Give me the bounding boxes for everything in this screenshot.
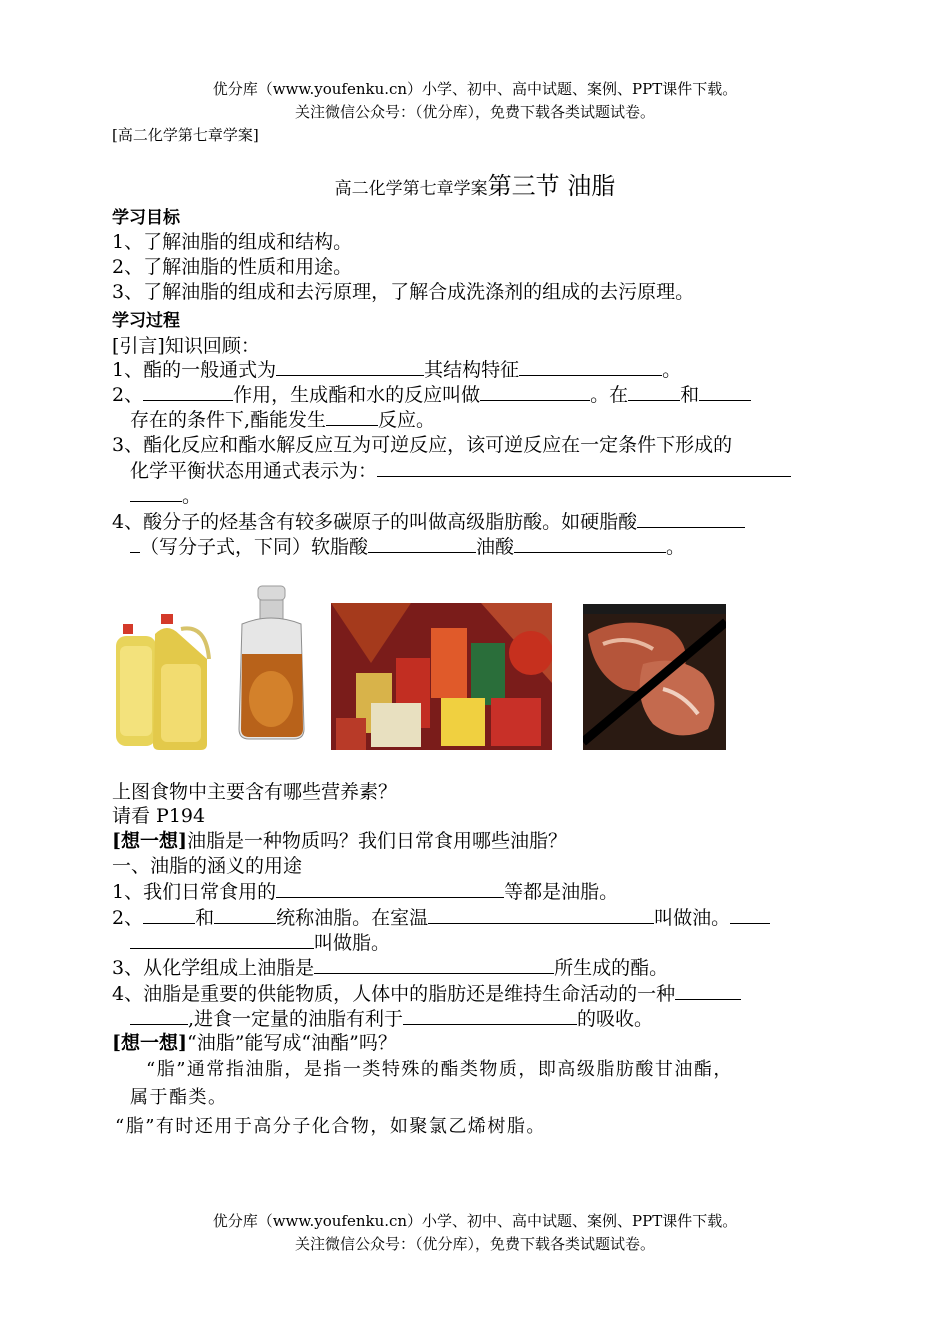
q1-blank-feature[interactable]: [519, 358, 662, 376]
q2-text-e: 存在的条件下,酯能发生: [130, 409, 327, 431]
q3-text-c: 。: [182, 485, 202, 507]
q4-text-c: 油酸: [476, 536, 515, 558]
question-3: 3、酯化反应和酯水解反应互为可逆反应，该可逆反应在一定条件下形成的: [112, 434, 733, 456]
oil-jar-photo: [234, 584, 309, 741]
question-1: [112, 355, 681, 382]
q2-text-d: 和: [680, 384, 700, 406]
p3-text-b: 所生成的酯。: [554, 957, 669, 979]
q4-text-d: 。: [666, 536, 686, 558]
question-3-cont: [130, 456, 791, 483]
process-heading: 学习过程: [112, 311, 180, 331]
q2-text-f: 反应。: [378, 409, 436, 431]
oil-bottles-photo: [111, 604, 214, 750]
q4-blank-oleic[interactable]: [514, 535, 666, 553]
bracket-title: [高二化学第七章学案]: [112, 126, 259, 144]
p2-blank-4[interactable]: [730, 906, 770, 924]
objective-2: 2、了解油脂的性质和用途。: [112, 256, 353, 278]
p1-blank[interactable]: [276, 880, 504, 898]
footer-line-2: 关注微信公众号：（优分库），免费下载各类试题试卷。: [294, 1235, 655, 1253]
objectives-heading: 学习目标: [112, 208, 180, 228]
note-1b: 属于酯类。: [130, 1087, 228, 1108]
question-4: [112, 507, 745, 534]
q4-blank-stearic-end[interactable]: [130, 535, 140, 553]
p2-blank-2[interactable]: [214, 906, 276, 924]
header-line-2: 关注微信公众号：（优分库），免费下载各类试题试卷。: [294, 103, 655, 121]
p2-text-b: 和: [195, 907, 215, 929]
think-1-text: 油脂是一种物质吗？我们日常食用哪些油脂？: [186, 830, 567, 852]
page-title-main: 第三节 油脂: [487, 172, 616, 200]
meat-crossed-photo: [583, 604, 726, 750]
q4-blank-stearic[interactable]: [637, 510, 745, 528]
think-1-tag: [想一想]: [112, 830, 187, 852]
section-heading-1: 一、油脂的涵义的用途: [112, 855, 303, 877]
q1-text-b: 其结构特征: [424, 359, 520, 381]
think-2: [112, 1028, 397, 1055]
q2-blank-5[interactable]: [326, 408, 378, 426]
canned-food-photo: [331, 603, 552, 750]
q1-text-a: 1、酯的一般通式为: [112, 359, 277, 381]
nutrient-question: 上图食物中主要含有哪些营养素？: [112, 781, 398, 803]
point-3: [112, 953, 668, 980]
objective-3: 3、了解油脂的组成和去污原理，了解合成洗涤剂的组成的去污原理。: [112, 281, 695, 303]
p4-blank-1[interactable]: [675, 982, 741, 1000]
point-1: [112, 877, 618, 904]
p4-text-a: 4、油脂是重要的供能物质，人体中的脂肪还是维持生命活动的一种: [112, 983, 676, 1005]
q2-text-c: 。在: [590, 384, 629, 406]
p2-blank-1[interactable]: [143, 906, 195, 924]
q2-blank-3[interactable]: [628, 383, 680, 401]
point-4-cont: [130, 1004, 653, 1031]
q3-blank-2[interactable]: [130, 484, 182, 502]
p2-text-e: 叫做脂。: [314, 932, 391, 954]
q3-text-b: 化学平衡状态用通式表示为：: [130, 460, 378, 482]
question-3-cont2: [130, 481, 201, 508]
think-1: [112, 826, 567, 853]
q2-blank-4[interactable]: [699, 383, 751, 401]
q1-text-c: 。: [662, 359, 682, 381]
q2-blank-2[interactable]: [480, 383, 590, 401]
q4-text-b: （写分子式，下同）软脂酸: [140, 536, 369, 558]
question-2-cont: [130, 405, 435, 432]
point-2-cont: [130, 928, 390, 955]
q3-blank-1[interactable]: [377, 459, 791, 477]
q4-blank-palmitic[interactable]: [368, 535, 476, 553]
p2-blank-3[interactable]: [428, 906, 654, 924]
point-4: [112, 979, 741, 1006]
p4-text-b: ,进食一定量的油脂有利于: [188, 1008, 404, 1030]
p2-text-c: 统称油脂。在室温: [276, 907, 429, 929]
p3-text-a: 3、从化学组成上油脂是: [112, 957, 315, 979]
p2-text-a: 2、: [112, 907, 144, 929]
p1-text-b: 等都是油脂。: [504, 881, 619, 903]
objective-1: 1、了解油脂的组成和结构。: [112, 231, 353, 253]
p4-blank-2[interactable]: [403, 1007, 577, 1025]
q2-text-a: 2、: [112, 384, 144, 406]
page-title-prefix: 高二化学第七章学案: [334, 179, 488, 199]
question-2: [112, 380, 751, 407]
q2-blank-1[interactable]: [143, 383, 233, 401]
q2-text-b: 作用，生成酯和水的反应叫做: [233, 384, 481, 406]
note-1a: “脂”通常指油脂，是指一类特殊的酯类物质，即高级脂肪酸甘油酯，: [146, 1059, 733, 1080]
header-line-1: 优分库（www.youfenku.cn）小学、初中、高中试题、案例、PPT课件下载。: [212, 80, 738, 98]
question-4-cont: [130, 532, 685, 559]
note-2: “脂”有时还用于高分子化合物，如聚氯乙烯树脂。: [115, 1116, 546, 1137]
think-2-tag: [想一想]: [112, 1032, 187, 1054]
page-title: [0, 166, 950, 201]
p2-text-d: 叫做油。: [654, 907, 731, 929]
think-2-text: “油脂”能写成“油酯”吗？: [186, 1032, 397, 1054]
see-page: 请看 P194: [112, 805, 206, 827]
p2-blank-5[interactable]: [130, 931, 314, 949]
point-2: [112, 903, 770, 930]
p3-blank[interactable]: [314, 956, 554, 974]
q4-text-a: 4、酸分子的烃基含有较多碳原子的叫做高级脂肪酸。如硬脂酸: [112, 511, 638, 533]
p4-text-c: 的吸收。: [577, 1008, 654, 1030]
p4-blank-1-end[interactable]: [130, 1007, 188, 1025]
p1-text-a: 1、我们日常食用的: [112, 881, 277, 903]
footer-line-1: 优分库（www.youfenku.cn）小学、初中、高中试题、案例、PPT课件下载。: [212, 1212, 738, 1230]
q1-blank-formula[interactable]: [276, 358, 424, 376]
process-intro: [引言]知识回顾：: [112, 335, 260, 357]
